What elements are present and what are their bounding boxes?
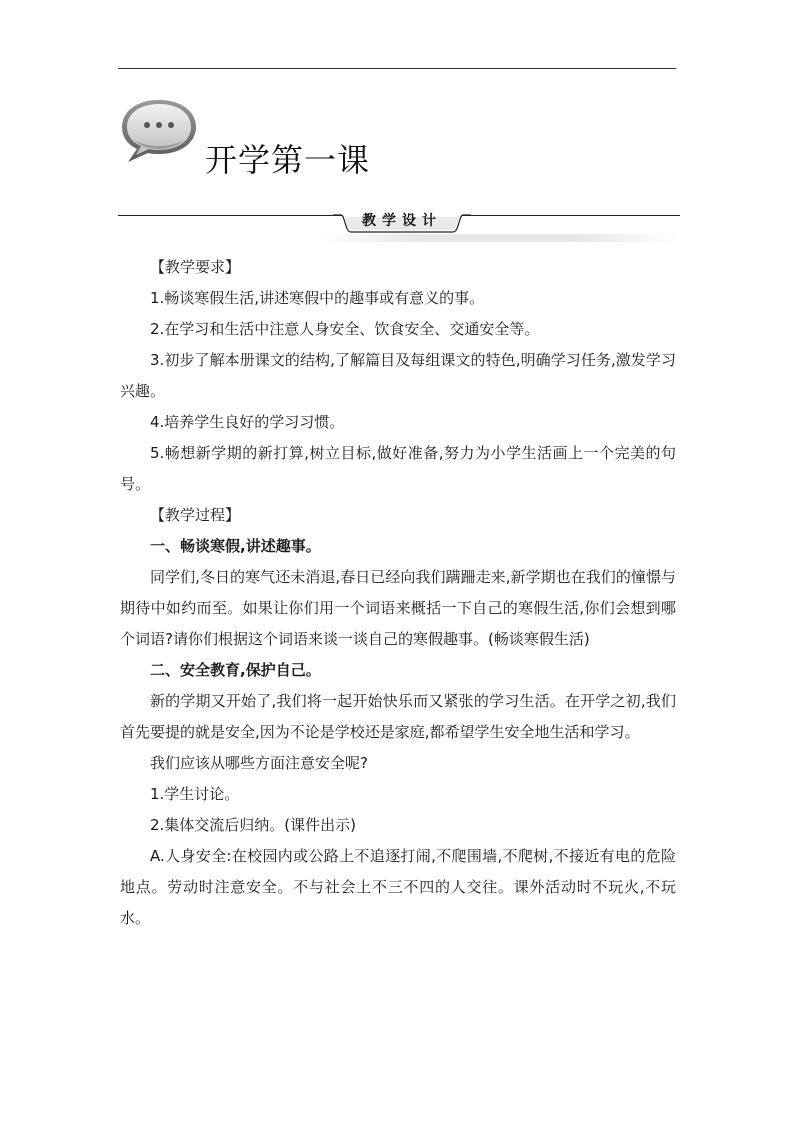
section-1-title: 一、畅谈寒假,讲述趣事。 — [150, 537, 321, 555]
requirement-item: 3.初步了解本册课文的结构,了解篇目及每组课文的特色,明确学习任务,激发学习兴趣。 — [120, 351, 676, 400]
requirement-item: 1.畅谈寒假生活,讲述寒假中的趣事或有意义的事。 — [150, 289, 485, 307]
section-label: 教学设计 — [362, 213, 442, 229]
page-title: 开学第一课 — [205, 141, 371, 179]
section-2-text: 新的学期又开始了,我们将一起开始快乐而又紧张的学习生活。在开学之初,我们首先要提的就是安全,因为不论是学校还是家庭,都希望学生安全地生活和学习。 — [120, 692, 676, 741]
requirement-item: 4.培养学生良好的学习习惯。 — [150, 413, 345, 431]
section-1-text: 同学们,冬日的寒气还未消退,春日已经向我们蹒跚走来,新学期也在我们的憧憬与期待中如约而至。如果让你们用一个词语来概括一下自己的寒假生活,你们会想到哪个词语?请你们根据这个词语来谈一谈自己的寒假趣事。(畅谈寒假生活) — [120, 568, 676, 648]
requirement-item: 2.在学习和生活中注意人身安全、饮食安全、交通安全等。 — [150, 320, 540, 338]
speech-bubble-icon — [118, 96, 200, 166]
requirement-item: 5.畅想新学期的新打算,树立目标,做好准备,努力为小学生活画上一个完美的句号。 — [120, 444, 676, 493]
lesson-content — [120, 252, 676, 934]
top-rule — [118, 68, 676, 69]
section-banner — [118, 208, 680, 244]
section-2-title: 二、安全教育,保护自己。 — [150, 661, 321, 679]
safety-item: A.人身安全:在校园内或公路上不追逐打闹,不爬围墙,不爬树,不接近有电的危险地点。劳动时注意安全。不与社会上不三不四的人交往。课外活动时不玩火,不玩水。 — [120, 847, 676, 927]
requirements-heading: 【教学要求】 — [150, 258, 241, 276]
banner-tab — [331, 208, 473, 236]
safety-question: 我们应该从哪些方面注意安全呢? — [150, 754, 368, 772]
process-heading: 【教学过程】 — [150, 506, 241, 524]
step-item: 1.学生讨论。 — [150, 785, 240, 803]
step-item: 2.集体交流后归纳。(课件出示) — [150, 816, 357, 834]
